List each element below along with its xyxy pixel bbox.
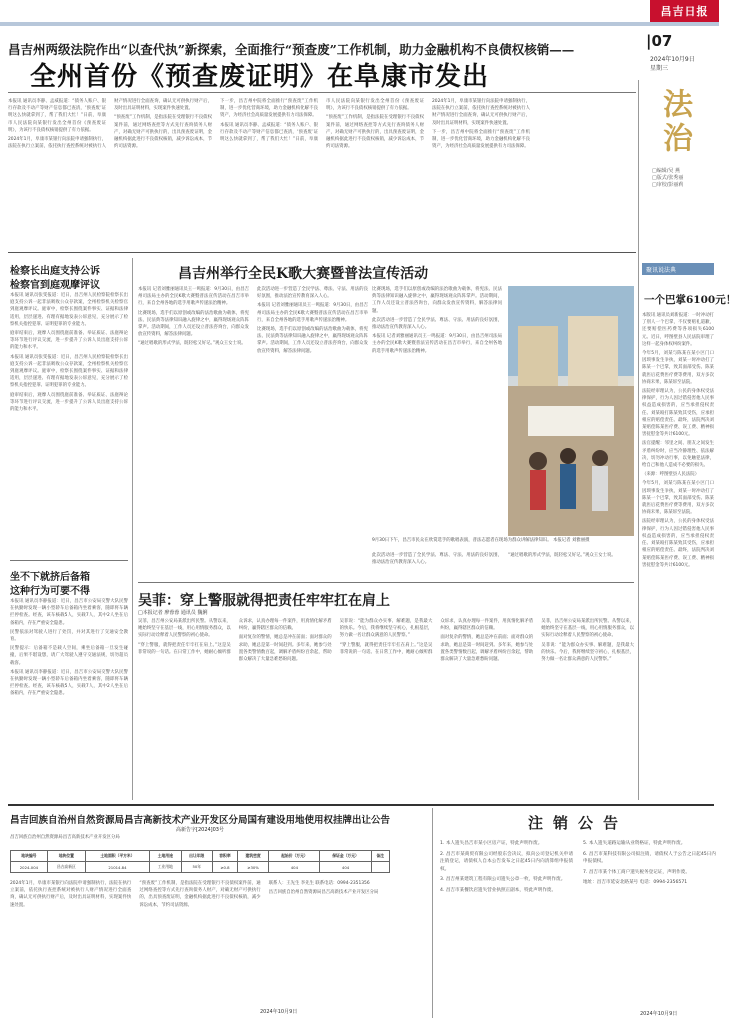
notice-date: 2024年10月9日 [640, 1011, 678, 1017]
section-title-fazhi: 法治 [657, 88, 692, 156]
land-parcel-table [10, 850, 390, 873]
editor-line: □版式/张秀丽 [652, 175, 684, 181]
editor-credits [652, 168, 683, 189]
side-paragraph: 今年5月，刘某与陈某在某小区门口因琐事发生争执，刘某一时冲动打了陈某一个巴掌，致其面部受伤。陈某就医后花费医疗费等费用，双方多次协商未果，陈某诉至法院。 [642, 351, 714, 385]
left-story-1-title-1: 检察长出庭支持公诉 [10, 266, 100, 277]
middle-1-paragraph: 此次活动进一步营造了全民学法、尊法、守法、用法的良好氛围，推动法治宣传教育深入人心。 [257, 287, 368, 300]
lead-paragraph: 2024年1月，阜康市某银行向法院申请强制执行，法院在执行立案前，依托执行查控系统对被执行人财产情况进行全面查询，确认无可供执行财产后，及时出具证明材料，实现案件快速处置。 [8, 99, 212, 150]
column-divider [132, 258, 133, 800]
divider [8, 252, 636, 253]
lead-paragraph: 2024年1月，阜康市某银行向法院申请强制执行，法院在执行立案前，依托执行查控系统对被执行人财产情况进行全面查询，确认无可供执行财产后，及时出具证明材料，实现案件快速处置。 [432, 99, 530, 126]
table-cell: 工业用地 [150, 862, 181, 873]
column-divider [638, 80, 639, 800]
event-photo-illustration [508, 286, 634, 536]
page-number-value: 07 [651, 32, 673, 50]
left-2-paragraph: 民警依法对驾驶人进行了处罚，并对其进行了交通安全教育。 [10, 629, 128, 643]
left-2-paragraph: 本报讯 通讯员李静报道：近日，昌吉市公安局交警大队民警在执勤时发现一辆小型轿车后备箱内坐着乘客，随即将车辆拦停检查。经查，该车核载5人，实载7人，其中2人坐在后备箱内，存在严重安全隐患。 [10, 599, 128, 626]
middle-1-paragraph: 本报讯 记者刘雅丽通讯员王一鸣报道：9月30日，由昌吉州司法局主办的全民K歌大赛暨普法宣传活动在昌吉市举行，来自全州各地的选手用歌声传递法治精神。 [372, 334, 502, 354]
table-header-cell: 备注 [371, 851, 389, 862]
lead-paragraph: 本报讯 通讯员李静、孟威报道：“债务人账户、银行存款及不动产等财产信息都已查清，‘预查废’证明这么快就拿到了，帮了我们大忙！”日前，阜康市人民法院向某银行发出全州首份《预查废证明》，为该行不良债权核销提供了有力依据。 [220, 99, 424, 143]
table-row [11, 862, 390, 873]
lead-headline: 全州首份《预查废证明》在阜康市发出 [30, 62, 490, 92]
notice-item: 1. 本人遗失昌吉市某小区房产证，特此声明作废。 [440, 841, 543, 846]
table-cell: ≥30% [237, 862, 268, 873]
land-notice-contact: 联系人：王先生 李先生 联系电话：0994-2351356 [268, 881, 370, 886]
middle-2-paragraph: 面对复杂的警情，她总是冲在前面；面对群众的求助，她总是第一时间赶到。多年来，她参与处置各类警情数百起，调解矛盾纠纷百余起，帮助群众解决了大量急难愁盼问题。 [238, 635, 332, 663]
land-notice-body [10, 880, 390, 990]
lead-paragraph: 下一步，昌吉州中院将全面推行“预查废”工作机制，进一步优化营商环境，助力金融机构化解不良资产，为经济社会高质量发展提供有力司法保障。 [220, 99, 318, 119]
lead-paragraph: “预查废”工作机制，是指法院在受理银行不良债权案件前，通过网络查控等方式先行查询债务人财产，对确无财产可供执行的，出具预查废证明，金融机构据此进行不良债权核销，减少诉讼成本，节约司法资源。 [114, 115, 212, 150]
side-story-body [642, 312, 714, 802]
land-notice-issuer-text: 昌吉回族自治州自然资源局昌吉高新技术产业开发区分局 [10, 835, 120, 840]
middle-story-2-byline: □本报记者 廖蓉蓉 通讯员 魏俐 [138, 610, 208, 616]
notice-item: 5. 本人遗失道路运输从业资格证，特此声明作废。 [583, 841, 686, 846]
top-color-bar [0, 22, 719, 26]
left-2-paragraph: 本报讯 通讯员李静报道：近日，昌吉市公安局交警大队民警在执勤时发现一辆小型轿车后备箱内坐着乘客，随即将车辆拦停检查。经查，该车核载5人，实载7人，其中2人坐在后备箱内，存在严重安全隐患。 [10, 669, 128, 697]
issue-date: 2024年10月9日 [650, 56, 695, 63]
left-story-1-body [10, 292, 128, 556]
table-cell: 404 [320, 862, 371, 873]
left-story-2-body [10, 598, 128, 798]
notice-item: 4. 昌吉市某餐饮店遗失营业执照正副本，特此声明作废。 [440, 887, 557, 893]
left-story-1-title-2: 检察官到庭观摩评议 [10, 280, 100, 291]
side-paragraph: 法院经审理认为，公民的身体权受法律保护，行为人因过错侵害他人民事权益造成损害的，应当承担侵权责任。刘某殴打陈某致其受伤，应承担相应的赔偿责任。最终，法院判决刘某赔偿陈某医疗费、误工费、精神损害抚慰金等共计6100元。 [642, 519, 714, 568]
divider [138, 582, 634, 583]
middle-1-paragraph: 比赛现场，选手们以原创或改编的法治歌曲为载体，将宪法、民法典等法律知识融入旋律之中，赢得现场观众阵阵掌声。活动期间，工作人员还设立普法咨询台，向群众发放宣传资料，解答法律问题。 [372, 287, 502, 314]
divider [10, 560, 128, 561]
newspaper-logo: 昌吉日报 [650, 0, 719, 22]
middle-1-paragraph: 比赛现场，选手们以原创或改编的法治歌曲为载体，将宪法、民法典等法律知识融入旋律之中，赢得现场观众阵阵掌声。活动期间，工作人员还设立普法咨询台，向群众发放宣传资料，解答法律问题。 [257, 327, 368, 354]
middle-story-1-body-tail-2 [508, 552, 634, 578]
table-header-cell: 土地面积（平方米） [85, 851, 149, 862]
table-header-cell: 出让年限 [181, 851, 212, 862]
left-1-paragraph: 庭审结束后，观摩人员围绕庭前准备、举证质证、法庭辩论等环节进行评议交流，进一步提升了公诉人员出庭支持公诉的能力和水平。 [10, 392, 128, 413]
middle-1-paragraph: 此次活动进一步营造了全民学法、尊法、守法、用法的良好氛围，推动法治宣传教育深入人心。 [372, 553, 502, 566]
middle-1-paragraph: 本报讯 记者刘雅丽通讯员王一鸣报道：9月30日，由昌吉州司法局主办的全民K歌大赛暨普法宣传活动在昌吉市举行，来自全州各地的选手用歌声传递法治精神。 [257, 303, 368, 323]
middle-1-paragraph: “通过唱歌的形式学法，既轻松又好记。”观众王女士说。 [508, 553, 616, 558]
table-cell: 昌吉高新区 [47, 862, 85, 873]
lead-paragraph: 下一步，昌吉州中院将全面推行“预查废”工作机制，进一步优化营商环境，助力金融机构化解不良资产，为经济社会高质量发展提供有力司法保障。 [432, 129, 530, 150]
lead-kicker: 昌吉州两级法院作出“以查代执”新探索，全面推行“预查废”工作机制，助力金融机构不良债权核销—— [8, 42, 575, 57]
side-paragraph: 法官提醒：邻里之间、朋友之间发生矛盾纠纷时，应当冷静理性、依法解决，切勿冲动行事，以免触犯法律，给自己和他人造成不必要的损失。 [642, 441, 714, 469]
middle-2-paragraph: 吴菲，昌吉州公安局某派出所民警。从警以来，她始终坚守在基层一线，用心用情服务群众，以实际行动诠释着人民警察的初心使命。 [541, 619, 634, 639]
section-tag: 聚讯说法典 [642, 263, 714, 275]
table-header-cell: 保证金（万元） [320, 851, 371, 862]
middle-2-paragraph: 吴菲说：“能为群众办实事、解难题，是我最大的快乐。今后，我将继续坚守初心，扎根基层，努力做一名让群众满意的人民警察。” [541, 642, 634, 663]
side-paragraph: 今年5月，刘某与陈某在某小区门口因琐事发生争执，刘某一时冲动打了陈某一个巴掌，致其面部受伤。陈某就医后花费医疗费等费用，双方多次协商未果，陈某诉至法院。 [642, 481, 714, 516]
table-header-cell: 起始价（万元） [269, 851, 320, 862]
table-header-row [11, 851, 390, 862]
notice-item: 7. 昌吉市某个体工商户遗失税务登记证，声明作废。 [583, 869, 690, 875]
land-notice-date: 2024年10月9日 [260, 1009, 298, 1015]
middle-2-paragraph: 吴菲，昌吉州公安局某派出所民警。从警以来，她始终坚守在基层一线，用心用情服务群众，以实际行动诠释着人民警察的初心使命。 [138, 619, 231, 639]
middle-2-paragraph: 面对复杂的警情，她总是冲在前面；面对群众的求助，她总是第一时间赶到。多年来，她参与处置各类警情数百起，调解矛盾纠纷百余起，帮助群众解决了大量急难愁盼问题。 [440, 635, 534, 663]
table-header-cell: 建筑密度 [237, 851, 268, 862]
table-header-cell: 地块位置 [47, 851, 85, 862]
table-header-cell: 土地用途 [150, 851, 181, 862]
editor-line: □审校/彭丽莉 [652, 182, 684, 188]
side-paragraph: （来源：呼图壁县人民法院） [642, 472, 700, 478]
table-header-cell: 容积率 [213, 851, 238, 862]
issue-weekday: 星期三 [650, 65, 669, 72]
land-notice-paragraph: “预查废”工作机制，是指法院在受理银行不良债权案件前，通过网络查控等方式先行查询债务人财产，对确无财产可供执行的，出具预查废证明，金融机构据此进行不良债权核销，减少诉讼成本，节约司法资源。 [139, 881, 261, 908]
notice-contact: 地址：昌吉市延安北路某号 电话：0994-2356571 [583, 880, 688, 886]
middle-1-paragraph: “通过唱歌的形式学法，既轻松又好记。”观众王女士说。 [138, 341, 246, 347]
left-2-paragraph: 民警提示：后备箱不是载人空间，乘坐后备箱一旦发生碰撞，后果不堪设想，请广大驾驶人遵守交通法规，切勿超员载客。 [10, 646, 128, 666]
lead-paragraph: 本报讯 通讯员李静、孟威报道：“债务人账户、银行存款及不动产等财产信息都已查清，‘预查废’证明这么快就拿到了，帮了我们大忙！”日前，阜康市人民法院向某银行发出全州首份《预查废证明》，为该行不良债权核销提供了有力依据。 [8, 99, 106, 133]
lead-story-body [8, 98, 636, 248]
middle-2-paragraph: “穿上警服，就得把责任牢牢扛在肩上。”这是吴菲常说的一句话。在日常工作中，她耐心倾听群众诉求，认真办理每一件案件，用真情化解矛盾纠纷，赢得辖区群众的信赖。 [339, 619, 534, 655]
left-story-2-title-1: 坐不下就挤后备箱 [10, 572, 90, 583]
editor-line: □编辑/吴 燕 [652, 168, 680, 174]
notice-item: 6. 昌吉市某科技有限公司拟注销，请债权人于公告之日起45日内申报债权。 [583, 851, 716, 865]
table-cell: 2024-004 [11, 862, 48, 873]
left-1-paragraph: 本报讯 通讯员张雯报道：近日，昌吉州人民检察院检察长出庭支持公诉一起非法吸收公众存款案，全州检察机关检察官到庭观摩评议。庭审中，检察长围绕案件事实、证据和法律适用，层层递进、有理有据地发表公诉意见，充分展示了检察机关指控犯罪、证明犯罪的专业能力。 [10, 354, 128, 389]
middle-2-paragraph: 吴菲说：“能为群众办实事、解难题，是我最大的快乐。今后，我将继续坚守初心，扎根基层，努力做一名让群众满意的人民警察。” [339, 619, 433, 639]
table-cell: ≥0.8 [213, 862, 238, 873]
land-notice-issuer: 昌吉回族自治州自然资源局昌吉高新技术产业开发区分局 [268, 890, 379, 896]
notice-item: 3. 昌吉州某建筑工程有限公司遗失公章一枚，特此声明作废。 [440, 877, 566, 883]
notice-title: 注销公告 [527, 814, 628, 832]
table-header-cell: 地块编号 [11, 851, 48, 862]
left-1-paragraph: 庭审结束后，观摩人员围绕庭前准备、举证质证、法庭辩论等环节进行评议交流，进一步提升了公诉人员出庭支持公诉的能力和水平。 [10, 331, 128, 351]
land-notice-title: 昌吉回族自治州自然资源局昌吉高新技术产业开发区分局国有建设用地使用权挂牌出让公告 [10, 815, 391, 826]
land-notice-number: 高新告字[2024]03号 [176, 827, 224, 833]
land-notice-intro [10, 834, 390, 848]
notice-item: 2. 昌吉市某商贸有限公司经股东会决议，拟向公司登记机关申请注销登记，请债权人自本公告发布之日起45日内向清算组申报债权。 [440, 851, 573, 872]
column-divider [432, 808, 433, 1018]
left-1-paragraph: 本报讯 通讯员张雯报道：近日，昌吉州人民检察院检察长出庭支持公诉一起非法吸收公众存款案，全州检察机关检察官到庭观摩评议。庭审中，检察长围绕案件事实、证据和法律适用，层层递进、有理有据地发表公诉意见，充分展示了检察机关指控犯罪、证明犯罪的专业能力。 [10, 293, 128, 327]
event-photo [508, 286, 634, 536]
middle-story-1-body-cont [372, 286, 502, 532]
page-number: |07 [646, 32, 673, 50]
land-notice-paragraph: 2024年1月，阜康市某银行向法院申请强制执行，法院在执行立案前，依托执行查控系统对被执行人财产情况进行全面查询，确认无可供执行财产后，及时出具证明材料，实现案件快速处置。 [10, 881, 132, 908]
side-paragraph: 本版讯 通讯员刘新报道：一时冲动打了别人一个巴掌，不仅要赔礼道歉，还要赔偿医药费等各项损失6100元。近日，呼图壁县人民法院审理了这样一起身体权纠纷案件。 [642, 313, 714, 347]
divider [8, 92, 636, 93]
middle-story-2-body [138, 618, 634, 798]
side-paragraph: 法院经审理认为，公民的身体权受法律保护，行为人因过错侵害他人民事权益造成损害的，应当承担侵权责任。刘某殴打陈某致其受伤，应承担相应的赔偿责任。最终，法院判决刘某赔偿陈某医疗费、误工费、精神损害抚慰金等共计6100元。 [642, 389, 714, 438]
middle-1-paragraph: 此次活动进一步营造了全民学法、尊法、守法、用法的良好氛围，推动法治宣传教育深入人心。 [372, 317, 502, 331]
middle-2-paragraph: “穿上警服，就得把责任牢牢扛在肩上。”这是吴菲常说的一句话。在日常工作中，她耐心倾听群众诉求，认真办理每一件案件，用真情化解矛盾纠纷，赢得辖区群众的信赖。 [138, 619, 332, 655]
notice-list [440, 840, 716, 1010]
middle-story-1-title: 昌吉州举行全民K歌大赛暨普法宣传活动 [178, 266, 429, 282]
middle-1-paragraph: 本报讯 记者刘雅丽通讯员王一鸣报道：9月30日，由昌吉州司法局主办的全民K歌大赛暨普法宣传活动在昌吉市举行，来自全州各地的选手用歌声传递法治精神。 [138, 287, 249, 307]
middle-1-paragraph: 比赛现场，选手们以原创或改编的法治歌曲为载体，将宪法、民法典等法律知识融入旋律之中，赢得现场观众阵阵掌声。活动期间，工作人员还设立普法咨询台，向群众发放宣传资料，解答法律问题。 [138, 310, 249, 338]
table-cell: 21014.84 [85, 862, 149, 873]
middle-story-2-title: 吴菲：穿上警服就得把责任牢牢扛在肩上 [138, 593, 390, 609]
lead-paragraph: “预查废”工作机制，是指法院在受理银行不良债权案件前，通过网络查控等方式先行查询债务人财产，对确无财产可供执行的，出具预查废证明，金融机构据此进行不良债权核销，减少诉讼成本，节约司法资源。 [326, 115, 424, 150]
bottom-divider [8, 804, 714, 806]
table-cell: 404 [269, 862, 320, 873]
table-cell: 50年 [181, 862, 212, 873]
middle-story-1-body [138, 286, 368, 532]
middle-story-1-body-tail [372, 552, 502, 578]
photo-caption: 9月30日下午，昌吉市民众在欣赏选手的歌唱表演，普法志愿者在现场为群众讲解法律知识。 本报记者 刘雅丽摄 [372, 538, 590, 543]
left-story-2-title-2: 这种行为可要不得 [10, 586, 90, 597]
table-cell [371, 862, 389, 873]
side-headline: 一个巴掌6100元！ [644, 294, 736, 306]
